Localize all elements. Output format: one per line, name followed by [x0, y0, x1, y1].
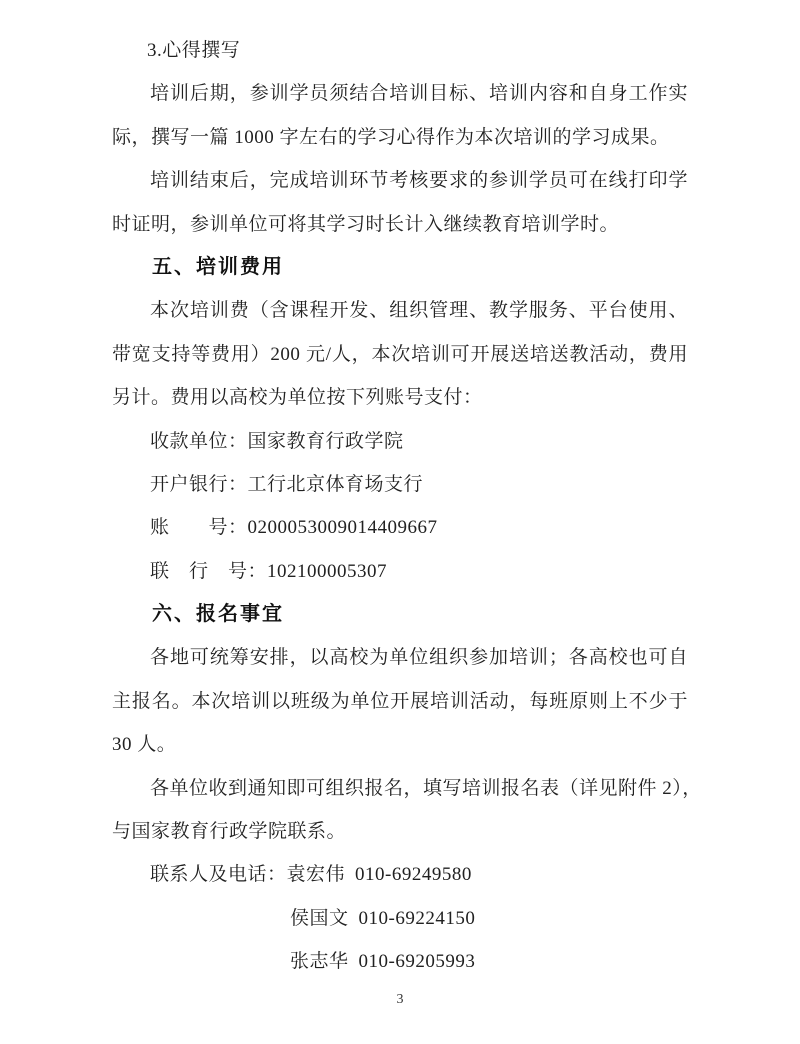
paragraph-line: 与国家教育行政学院联系。: [112, 821, 347, 843]
detail-line: 联系人及电话：袁宏伟 010-69249580: [150, 864, 472, 886]
paragraph-line: 时证明，参训单位可将其学习时长计入继续教育培训学时。: [112, 213, 620, 235]
paragraph-line: 各地可统筹安排，以高校为单位组织参加培训；各高校也可自: [150, 647, 688, 669]
paragraph-line: 30 人。: [112, 734, 177, 756]
paragraph-line: 主报名。本次培训以班级为单位开展培训活动，每班原则上不少于: [112, 690, 688, 712]
detail-line: 账 号：0200053009014409667: [150, 517, 438, 539]
paragraph-line: 培训后期，参训学员须结合培训目标、培训内容和自身工作实: [150, 83, 688, 105]
paragraph-line: 带宽支持等费用）200 元/人，本次培训可开展送培送教活动，费用: [112, 343, 688, 365]
detail-line: 收款单位：国家教育行政学院: [150, 430, 404, 452]
detail-line: 开户银行：工行北京体育场支行: [150, 473, 424, 495]
paragraph-line: 各单位收到通知即可组织报名，填写培训报名表（详见附件 2），: [150, 777, 702, 799]
paragraph-line: 培训结束后，完成培训环节考核要求的参训学员可在线打印学: [150, 170, 688, 192]
page-number: 3: [396, 992, 404, 1007]
paragraph-line: 本次培训费（含课程开发、组织管理、教学服务、平台使用、: [150, 300, 688, 322]
contact-line: 侯国文 010-69224150: [290, 907, 476, 929]
section-heading: 五、培训费用: [152, 255, 284, 278]
contact-line: 张志华 010-69205993: [290, 951, 476, 973]
paragraph-line: 另计。费用以高校为单位按下列账号支付：: [112, 387, 483, 409]
section-heading: 六、报名事宜: [152, 603, 284, 626]
document-body: [112, 29, 702, 984]
list-item-heading: 3.心得撰写: [147, 40, 241, 61]
detail-line: 联 行 号：102100005307: [150, 560, 388, 582]
paragraph-line: 际，撰写一篇 1000 字左右的学习心得作为本次培训的学习成果。: [112, 126, 670, 148]
